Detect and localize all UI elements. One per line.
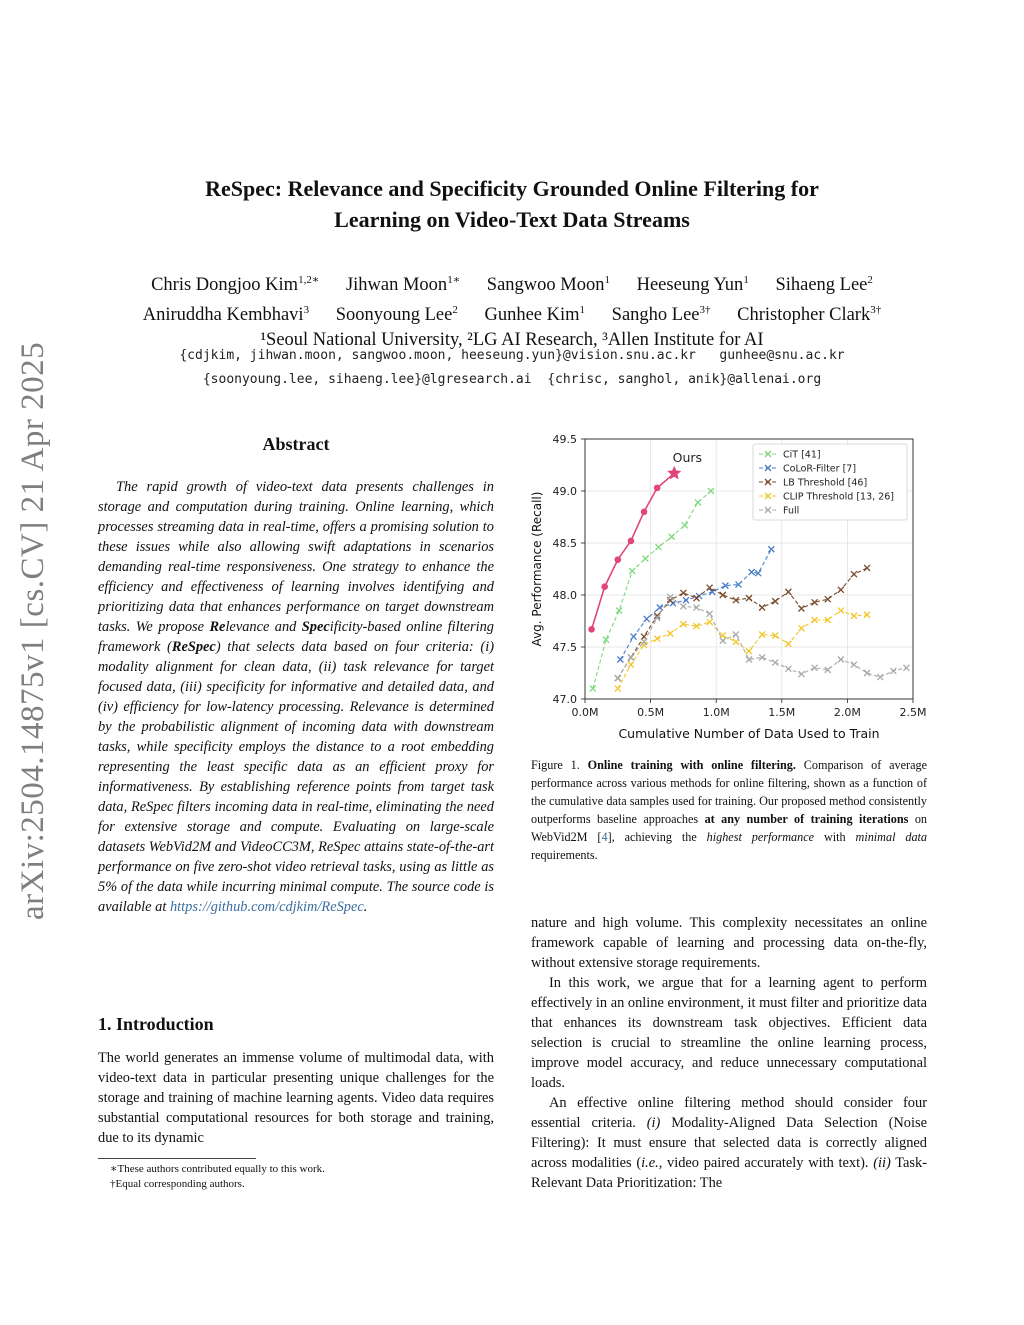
annotation-label: Ours xyxy=(672,449,703,465)
section-heading-introduction: 1. Introduction xyxy=(98,1014,214,1034)
y-tick-label: 49.5 xyxy=(552,433,577,446)
y-axis-label: Avg. Performance (Recall) xyxy=(531,491,544,647)
paragraph: nature and high volume. This complexity necessitates an online framework capable of learning and processing data on-the-fly, without extensive storage requirements. xyxy=(531,915,927,971)
y-tick-label: 47.5 xyxy=(552,641,577,654)
author: Soonyoung Lee$^2$ xyxy=(335,304,458,325)
citation-link[interactable]: 4 xyxy=(601,830,608,844)
authors-line-2 xyxy=(90,298,934,328)
emails-line-2: {soonyoung.lee, sihaeng.lee}@lgresearch.ai {chrisc, sanghol, anik}@allenai.org xyxy=(202,372,822,387)
footnote-divider xyxy=(98,1158,256,1159)
data-point xyxy=(588,626,595,633)
y-tick-label: 48.5 xyxy=(552,537,577,550)
title-line-2: Learning on Video-Text Data Streams xyxy=(334,207,690,232)
data-point xyxy=(641,509,648,516)
x-tick-label: 0.0M xyxy=(571,706,599,719)
abstract-body: The rapid growth of video-text data presents challenges in storage and computation during training. Online learning, which processes streaming data in real-time, offers a promising solution to these issues while also allowing swift adaptations in scenarios demanding real-time responsiveness. One strategy to enhance the efficiency and effectiveness of learning involves identifying and prioritizing data that enhances performance on target downstream tasks. We propose Relevance and Specificity-based online filtering framework (ReSpec) that selects data based on four criteria: (i) modality alignment for clean data, (ii) task relevance for target focused data, (iii) specificity for informative and detailed data, and (iv) efficiency for low-latency processing. Relevance is determined by the probabilistic alignment of incoming data with downstream tasks, while specificity employs the distance to a root embedding representing the least specific data as an efficient proxy for informativeness. By establishing reference points from target task data, ReSpec filters incoming data in real-time, eliminating the need for extensive storage and compute. Evaluating on large-scale datasets WebVid2M and VideoCC3M, ReSpec attains state-of-the-art performance on five zero-shot video retrieval tasks, using as little as 5% of the data while incurring minimal compute. The source code is available at https://github.com/cdjkim/ReSpec. xyxy=(98,479,494,915)
authors-line-1 xyxy=(90,268,934,298)
footnote-corresponding: †Equal corresponding authors. xyxy=(110,1178,245,1190)
legend-label: CoLoR-Filter [7] xyxy=(783,463,857,475)
legend-label: CiT [41] xyxy=(783,449,821,461)
author: Sihaeng Lee$^2$ xyxy=(775,274,873,295)
paragraph: An effective online filtering method should consider four essential criteria. (i) Modality-Aligned Data Selection (Noise Filtering): It must ensure that selected data is correctly aligned across modalities (i.e., video paired accurately with text). (ii) Task-Relevant Data Prioritization: The xyxy=(531,1095,927,1191)
emails-line-1: {cdjkim, jihwan.moon, sangwoo.moon, heeseung.yun}@vision.snu.ac.kr gunhee@snu.ac.kr xyxy=(179,348,845,363)
figure-1 xyxy=(531,430,931,750)
footnotes xyxy=(98,1162,498,1192)
arxiv-stamp: arXiv:2504.14875v1 [cs.CV] 21 Apr 2025 xyxy=(15,341,51,920)
footnote-equal-contribution: ∗These authors contributed equally to this work. xyxy=(110,1163,325,1175)
figure-caption: Figure 1. Online training with online filtering. Comparison of average performance across various methods for online filtering, shown as a function of the cumulative data samples used for training. Our proposed method consistently outperforms baseline approaches at any number of training iterations on WebVid2M [4], achieving the highest performance with minimal data requirements. xyxy=(531,758,928,862)
x-axis-label: Cumulative Number of Data Used to Train xyxy=(618,726,880,741)
y-tick-label: 49.0 xyxy=(552,485,577,498)
author: Sangho Lee$^{3\dagger}$ xyxy=(611,304,711,325)
legend-label: Full xyxy=(783,505,800,517)
author-block xyxy=(90,268,934,353)
author: Heeseung Yun$^1$ xyxy=(636,274,749,295)
x-tick-label: 1.0M xyxy=(702,706,730,719)
author: Sangwoo Moon$^1$ xyxy=(486,274,610,295)
author-emails xyxy=(90,344,934,392)
author: Gunhee Kim$^1$ xyxy=(484,304,586,325)
x-tick-label: 2.5M xyxy=(899,706,927,719)
source-code-link[interactable]: https://github.com/cdjkim/ReSpec xyxy=(169,899,364,915)
title-line-1: ReSpec: Relevance and Specificity Grounded Online Filtering for xyxy=(205,176,819,201)
y-tick-label: 47.0 xyxy=(552,693,577,706)
data-point xyxy=(615,556,622,563)
data-point xyxy=(601,583,608,590)
author: Jihwan Moon$^{1∗}$ xyxy=(345,274,461,295)
data-point xyxy=(654,485,661,492)
legend-label: LB Threshold [46] xyxy=(783,477,868,489)
right-column-text xyxy=(531,913,927,1193)
intro-paragraph: The world generates an immense volume of multimodal data, with video-text data in particular presenting unique challenges for the storage and training of machine learning agents. Video data requires substantial computational resources for both storage and training, due to its dynamic xyxy=(98,1050,494,1146)
legend-label: CLIP Threshold [13, 26] xyxy=(783,491,894,503)
author: Chris Dongjoo Kim$^{1,2∗}$ xyxy=(151,274,320,295)
data-point xyxy=(628,538,635,545)
paragraph: In this work, we argue that for a learning agent to perform effectively in an online environment, it must filter and prioritize data that enhances its downstream task objectives. Efficient data selection is crucial to streamline the online learning process, improve model accuracy, and reduce unnecessary computational loads. xyxy=(531,975,927,1091)
x-tick-label: 1.5M xyxy=(768,706,796,719)
abstract-heading: Abstract xyxy=(262,434,330,454)
performance-chart xyxy=(531,430,931,750)
author: Aniruddha Kembhavi$^3$ xyxy=(142,304,310,325)
y-tick-label: 48.0 xyxy=(552,589,577,602)
affiliations: ¹Seoul National University, ²LG AI Research, ³Allen Institute for AI xyxy=(260,330,764,350)
author: Christopher Clark$^{3\dagger}$ xyxy=(737,304,882,325)
paper-title xyxy=(110,173,914,235)
x-tick-label: 0.5M xyxy=(637,706,665,719)
x-tick-label: 2.0M xyxy=(833,706,861,719)
